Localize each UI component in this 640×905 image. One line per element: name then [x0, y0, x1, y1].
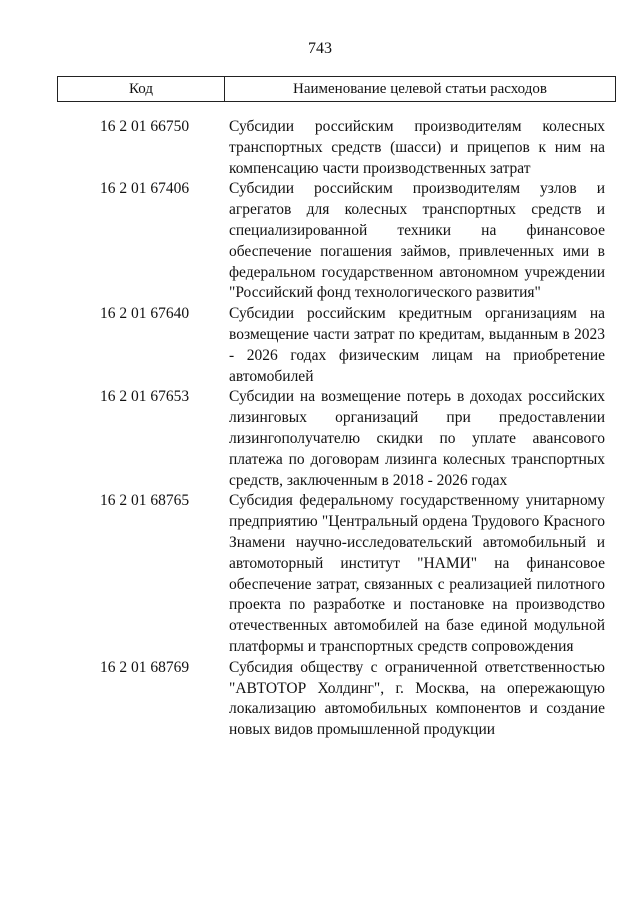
table-row: [57, 304, 616, 387]
table-row: [57, 179, 616, 304]
row-description: Субсидии российским производителям колесных транспортных средств (шасси) и прицепов к ним на компенсацию части производственных затрат: [229, 118, 605, 177]
table-row: [57, 658, 616, 741]
row-code: 16 2 01 67653: [100, 388, 190, 406]
header-code: Код: [58, 77, 225, 101]
table-row: [57, 117, 616, 179]
row-description: Субсидии российским кредитным организациям на возмещение части затрат по кредитам, выданным в 2023 - 2026 годах физическим лицам на приобретение автомобилей: [229, 305, 605, 385]
row-code: 16 2 01 66750: [100, 118, 190, 135]
row-code: 16 2 01 67640: [100, 305, 190, 323]
row-code: 16 2 01 68769: [100, 658, 190, 676]
row-description: Субсидии российским производителям узлов и агрегатов для колесных транспортных средств и специализированной техники на финансовое обеспечение погашения займов, привлеченных ими в федеральном государственном автономном учреждении "Российский фонд технологического развития": [229, 180, 605, 302]
table-row: [57, 491, 616, 657]
row-description: Субсидии на возмещение потерь в доходах российских лизинговых организаций при предоставлении лизингополучателю скидки по уплате авансового платежа по договорам лизинга колесных транспортных средств, заключенным в 2018 - 2026 годах: [229, 388, 605, 489]
header-name: Наименование целевой статьи расходов: [293, 80, 547, 97]
row-code: 16 2 01 68765: [100, 492, 190, 510]
row-description: Субсидия федеральному государственному унитарному предприятию "Центральный ордена Трудового Красного Знамени научно-исследовательский автомобильный и автомоторный институт "НАМИ" на финансовое обеспечение затрат, связанных с реализацией пилотного проекта по разработке и постановке на производство отечественных автомобилей на базе единой модульной платформы и транспортных средств сопровождения: [229, 492, 605, 655]
table-body: [57, 117, 616, 741]
page-number: 743: [308, 40, 332, 57]
row-code: 16 2 01 67406: [100, 180, 190, 198]
table-header: [57, 76, 616, 102]
table-row: [57, 387, 616, 491]
row-description: Субсидия обществу с ограниченной ответственностью "АВТОТОР Холдинг", г. Москва, на опережающую локализацию автомобильных компонентов и создание новых видов промышленной продукции: [229, 658, 605, 739]
